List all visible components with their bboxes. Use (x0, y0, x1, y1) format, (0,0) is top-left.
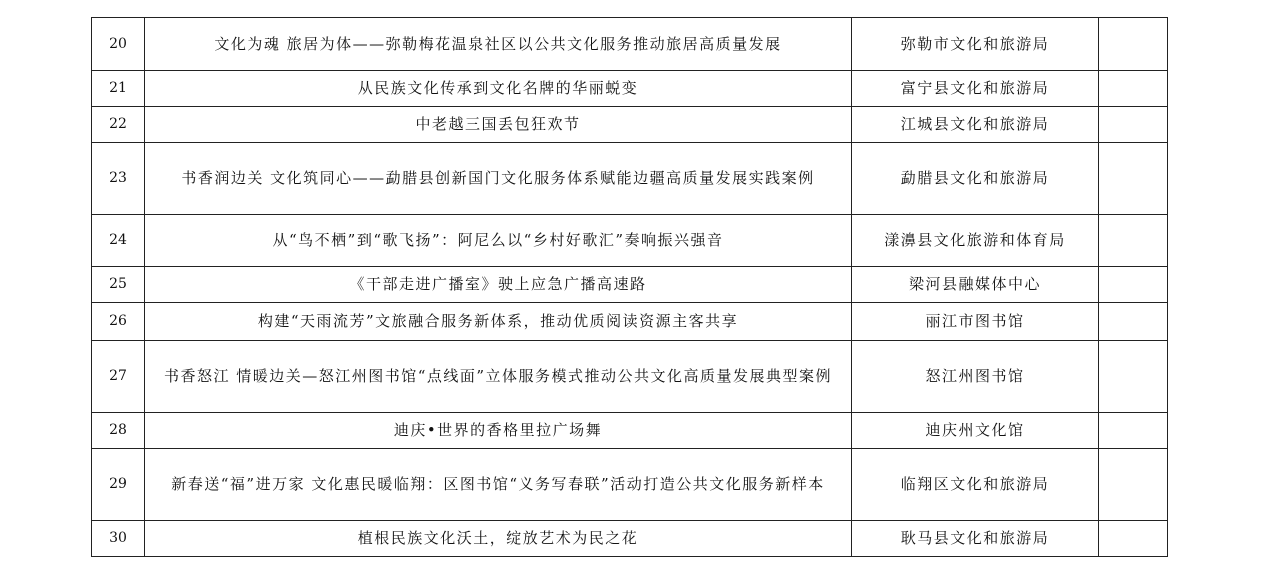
case-title: 新春送“福”进万家 文化惠民暖临翔：区图书馆“义务写春联”活动打造公共文化服务新样本 (145, 449, 852, 521)
row-number: 20 (92, 18, 145, 71)
row-number: 23 (92, 143, 145, 215)
row-number: 24 (92, 215, 145, 267)
case-title: 迪庆•世界的香格里拉广场舞 (145, 413, 852, 449)
note-cell (1099, 215, 1168, 267)
table-row (92, 413, 1168, 449)
table-row (92, 303, 1168, 341)
row-number: 22 (92, 107, 145, 143)
note-cell (1099, 303, 1168, 341)
row-number: 26 (92, 303, 145, 341)
case-title: 书香怒江 情暖边关—怒江州图书馆“点线面”立体服务模式推动公共文化高质量发展典型案例 (145, 341, 852, 413)
submitting-unit: 耿马县文化和旅游局 (852, 521, 1099, 557)
note-cell (1099, 413, 1168, 449)
case-title: 植根民族文化沃土，绽放艺术为民之花 (145, 521, 852, 557)
submitting-unit: 临翔区文化和旅游局 (852, 449, 1099, 521)
submitting-unit: 江城县文化和旅游局 (852, 107, 1099, 143)
table-row (92, 18, 1168, 71)
case-list-table (91, 17, 1168, 557)
case-title: 中老越三国丢包狂欢节 (145, 107, 852, 143)
table-row (92, 107, 1168, 143)
table-row (92, 143, 1168, 215)
row-number: 25 (92, 267, 145, 303)
table-row (92, 71, 1168, 107)
submitting-unit: 漾濞县文化旅游和体育局 (852, 215, 1099, 267)
note-cell (1099, 521, 1168, 557)
note-cell (1099, 143, 1168, 215)
submitting-unit: 丽江市图书馆 (852, 303, 1099, 341)
note-cell (1099, 71, 1168, 107)
submitting-unit: 迪庆州文化馆 (852, 413, 1099, 449)
submitting-unit: 弥勒市文化和旅游局 (852, 18, 1099, 71)
table-row (92, 267, 1168, 303)
submitting-unit: 怒江州图书馆 (852, 341, 1099, 413)
case-title: 《干部走进广播室》驶上应急广播高速路 (145, 267, 852, 303)
row-number: 21 (92, 71, 145, 107)
case-title: 从“鸟不栖”到“歌飞扬”：阿尼么以“乡村好歌汇”奏响振兴强音 (145, 215, 852, 267)
case-title: 构建“天雨流芳”文旅融合服务新体系，推动优质阅读资源主客共享 (145, 303, 852, 341)
row-number: 27 (92, 341, 145, 413)
row-number: 28 (92, 413, 145, 449)
row-number: 30 (92, 521, 145, 557)
submitting-unit: 勐腊县文化和旅游局 (852, 143, 1099, 215)
case-title: 书香润边关 文化筑同心——勐腊县创新国门文化服务体系赋能边疆高质量发展实践案例 (145, 143, 852, 215)
note-cell (1099, 341, 1168, 413)
note-cell (1099, 267, 1168, 303)
note-cell (1099, 107, 1168, 143)
submitting-unit: 梁河县融媒体中心 (852, 267, 1099, 303)
table-row (92, 521, 1168, 557)
table-row (92, 341, 1168, 413)
case-title: 文化为魂 旅居为体——弥勒梅花温泉社区以公共文化服务推动旅居高质量发展 (145, 18, 852, 71)
table-row (92, 215, 1168, 267)
submitting-unit: 富宁县文化和旅游局 (852, 71, 1099, 107)
row-number: 29 (92, 449, 145, 521)
note-cell (1099, 449, 1168, 521)
note-cell (1099, 18, 1168, 71)
case-title: 从民族文化传承到文化名牌的华丽蜕变 (145, 71, 852, 107)
table-row (92, 449, 1168, 521)
